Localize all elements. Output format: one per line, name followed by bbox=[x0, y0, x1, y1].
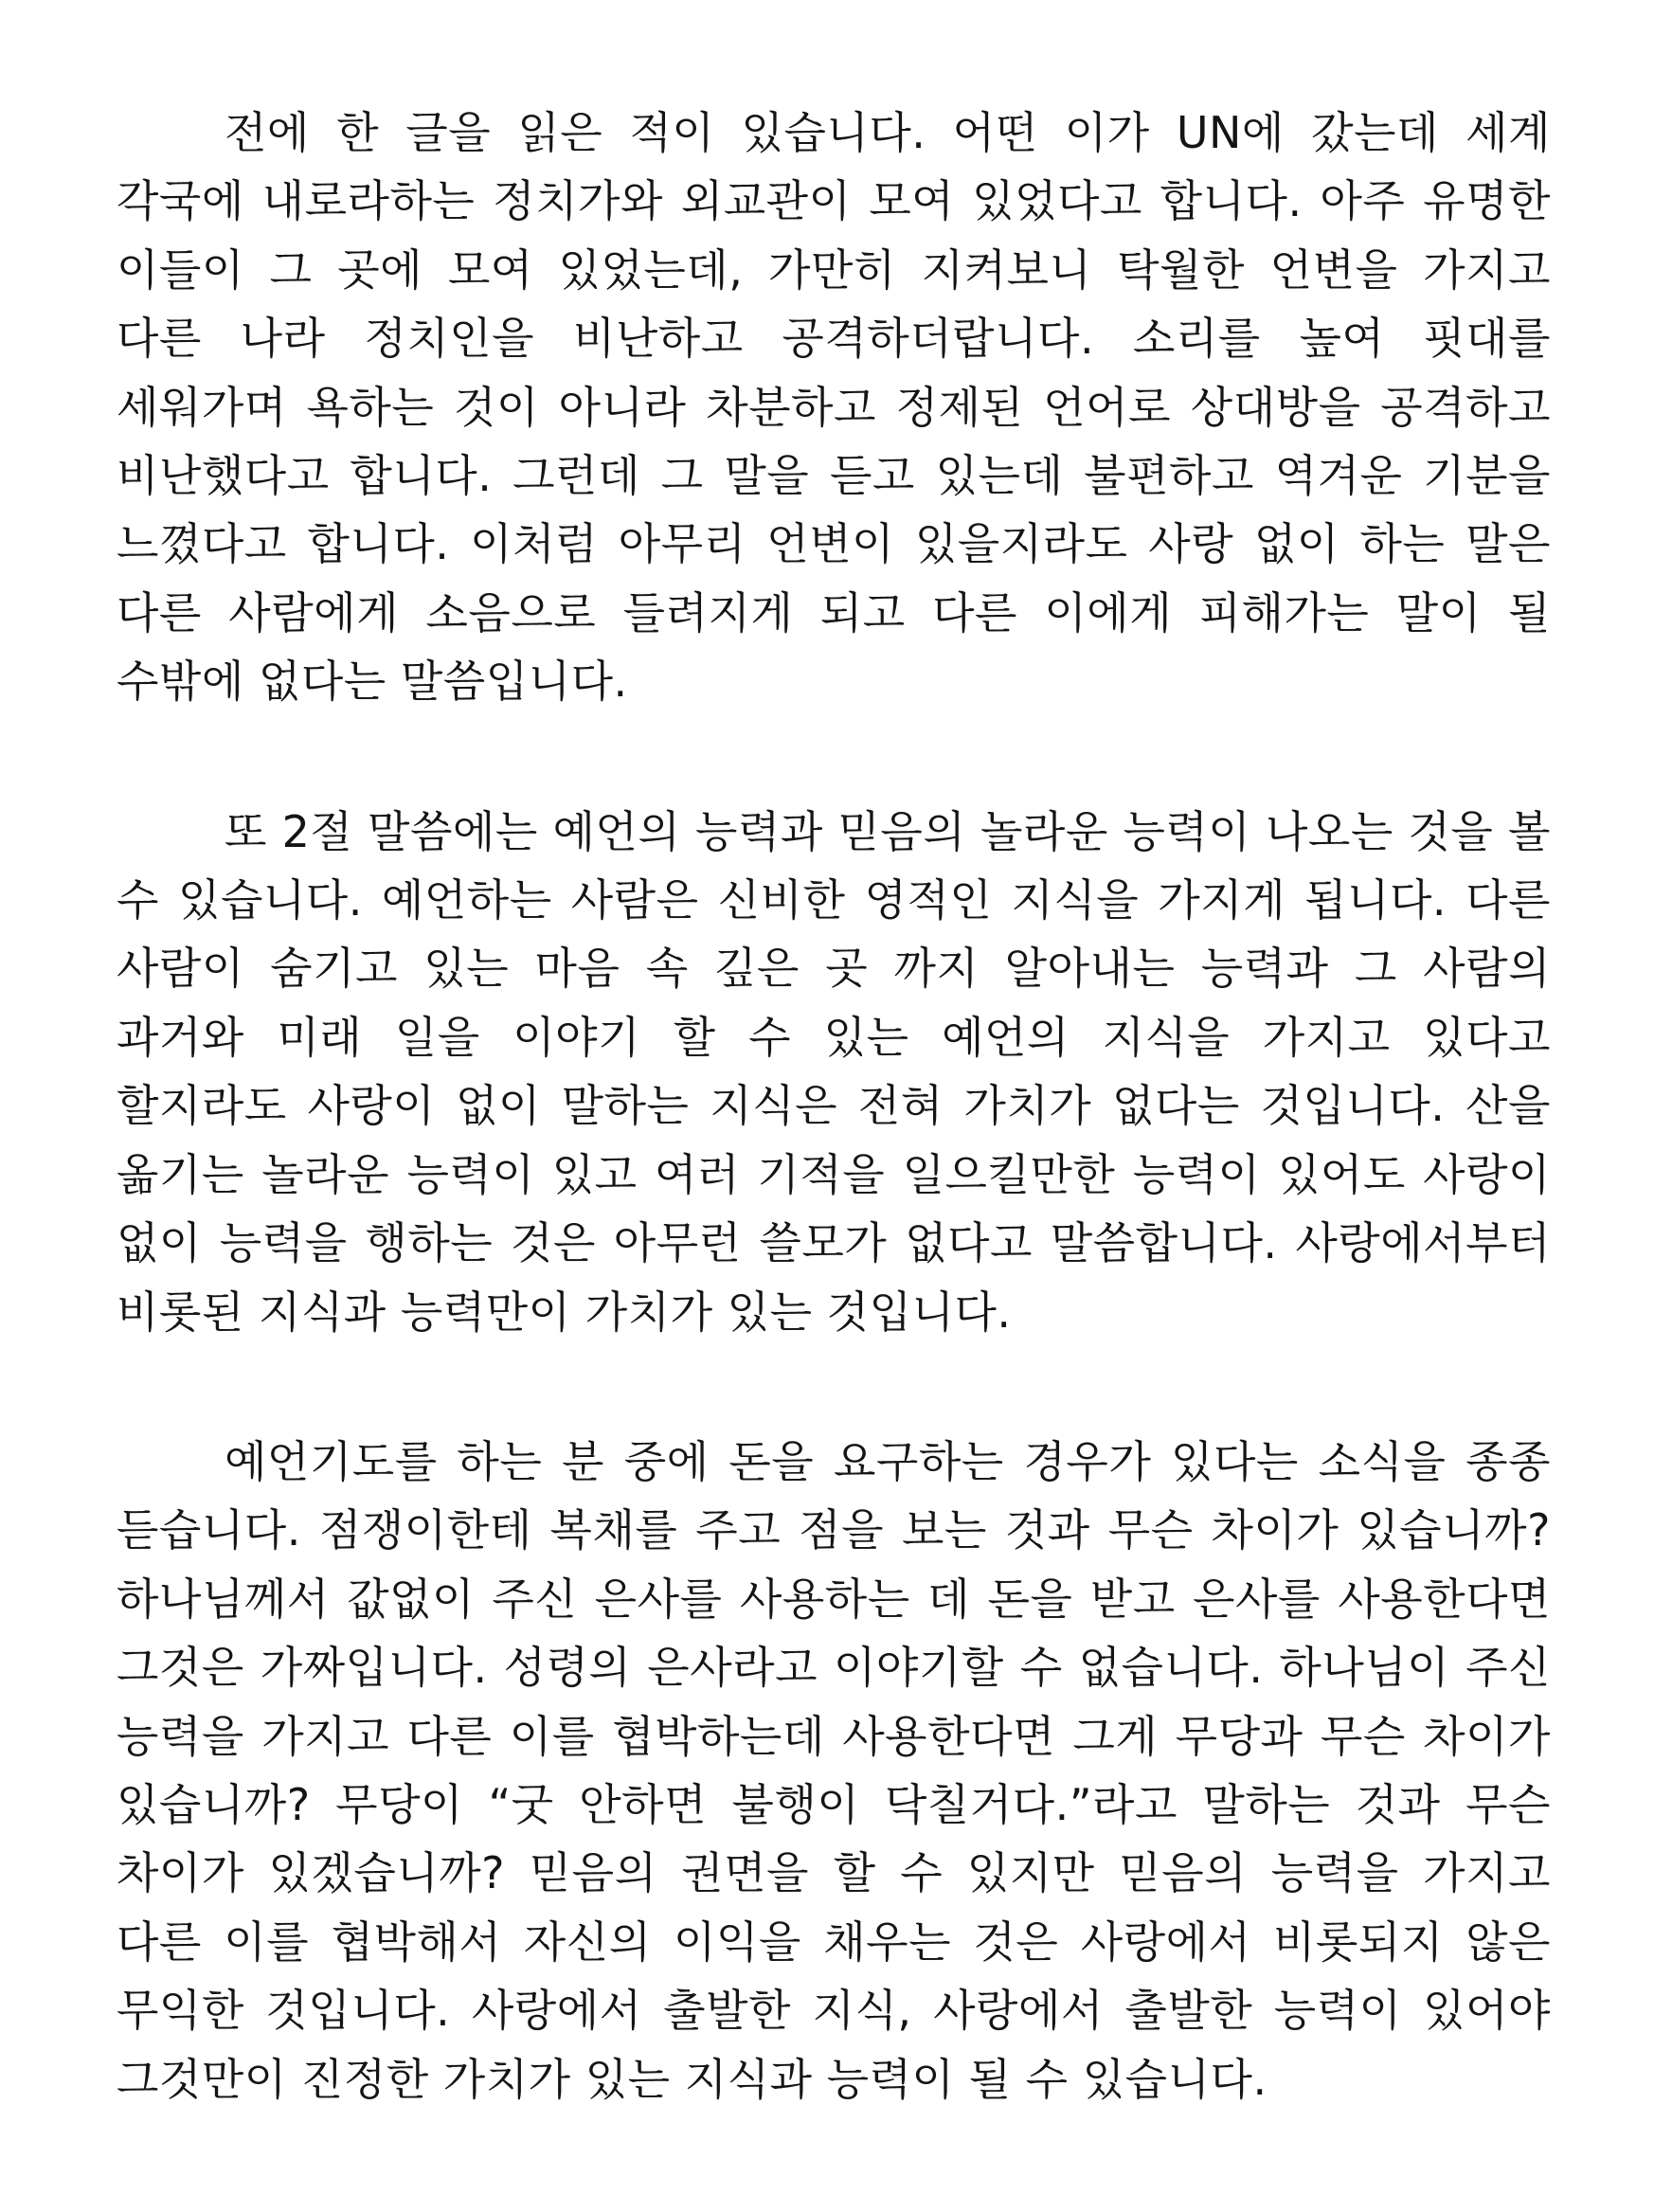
document-page bbox=[117, 99, 1551, 2113]
paragraph-1: 전에 한 글을 읽은 적이 있습니다. 어떤 이가 UN에 갔는데 세계 각국에 내로라하는 정치가와 외교관이 모여 있었다고 합니다. 아주 유명한 이들이 그 곳에 모여 있었는데, 가만히 지켜보니 탁월한 언변을 가지고 다른 나라 정치인을 비난하고 공격하더랍니다. 소리를 높여 핏대를 세워가며 욕하는 것이 아니라 차분하고 정제된 언어로 상대방을 공격하고 비난했다고 합니다. 그런데 그 말을 듣고 있는데 불편하고 역겨운 기분을 느꼈다고 합니다. 이처럼 아무리 언변이 있을지라도 사랑 없이 하는 말은 다른 사람에게 소음으로 들려지게 되고 다른 이에게 피해가는 말이 될 수밖에 없다는 말씀입니다. bbox=[117, 107, 1551, 708]
paragraph-3: 예언기도를 하는 분 중에 돈을 요구하는 경우가 있다는 소식을 종종 듣습니다. 점쟁이한테 복채를 주고 점을 보는 것과 무슨 차이가 있습니까? 하나님께서 값없이 주신 은사를 사용하는 데 돈을 받고 은사를 사용한다면 그것은 가짜입니다. 성령의 은사라고 이야기할 수 없습니다. 하나님이 주신 능력을 가지고 다른 이를 협박하는데 사용한다면 그게 무당과 무슨 차이가 있습니까? 무당이 “굿 안하면 불행이 닥칠거다.”라고 말하는 것과 무슨 차이가 있겠습니까? 믿음의 권면을 할 수 있지만 믿음의 능력을 가지고 다른 이를 협박해서 자신의 이익을 채우는 것은 사랑에서 비롯되지 않은 무익한 것입니다. 사랑에서 출발한 지식, 사랑에서 출발한 능력이 있어야 그것만이 진정한 가치가 있는 지식과 능력이 될 수 있습니다. bbox=[117, 1435, 1551, 2105]
paragraph-2: 또 2절 말씀에는 예언의 능력과 믿음의 놀라운 능력이 나오는 것을 볼 수 있습니다. 예언하는 사람은 신비한 영적인 지식을 가지게 됩니다. 다른 사람이 숨기고 있는 마음 속 깊은 곳 까지 알아내는 능력과 그 사람의 과거와 미래 일을 이야기 할 수 있는 예언의 지식을 가지고 있다고 할지라도 사랑이 없이 말하는 지식은 전혀 가치가 없다는 것입니다. 산을 옮기는 놀라운 능력이 있고 여러 기적을 일으킬만한 능력이 있어도 사랑이 없이 능력을 행하는 것은 아무런 쓸모가 없다고 말씀합니다. 사랑에서부터 비롯된 지식과 능력만이 가치가 있는 것입니다. bbox=[117, 805, 1551, 1338]
